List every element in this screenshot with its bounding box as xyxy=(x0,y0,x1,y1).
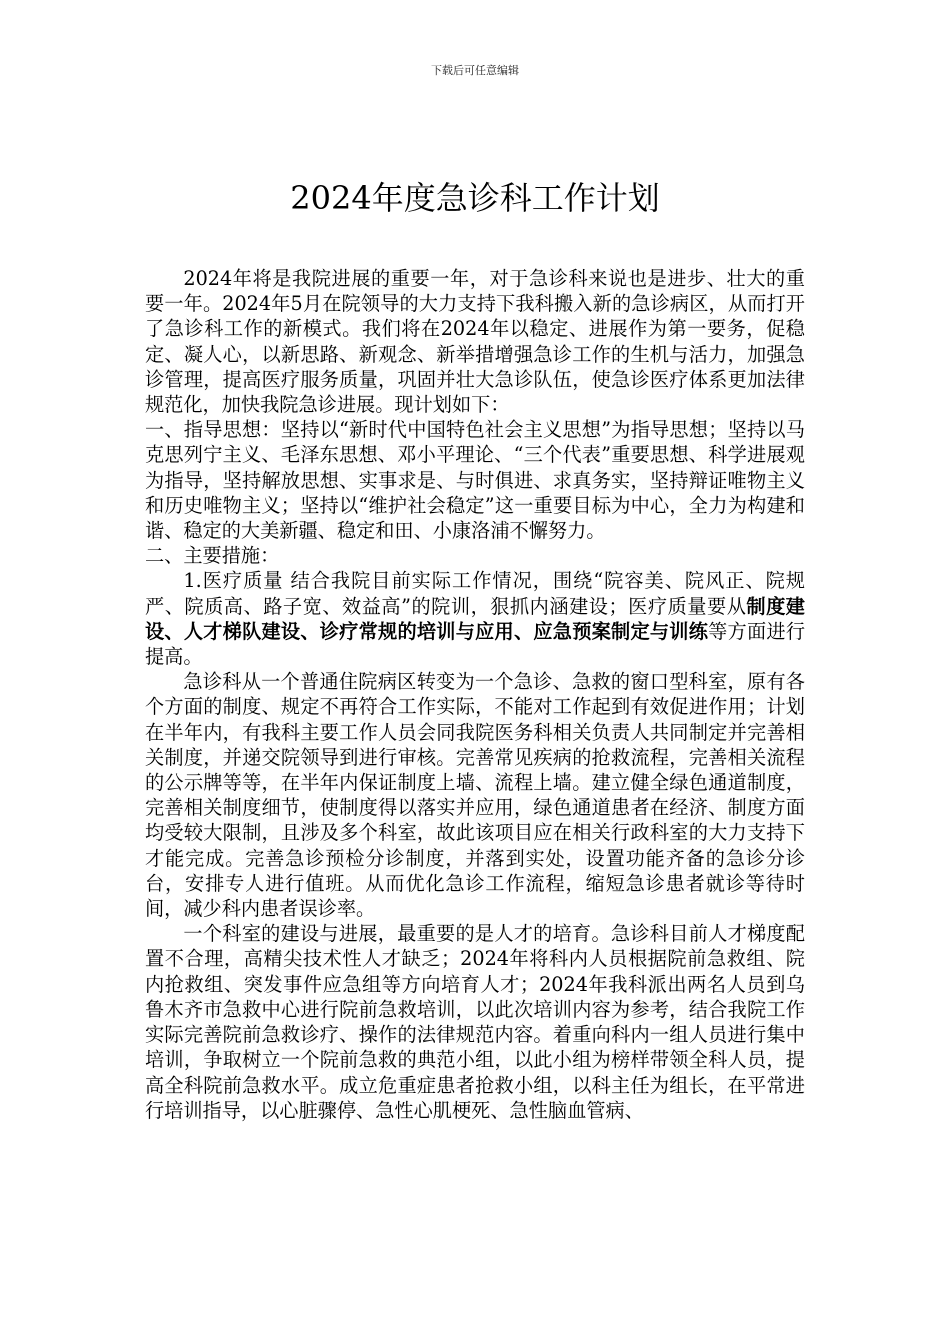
document-body xyxy=(145,266,805,1123)
system-building-paragraph: 急诊科从一个普通住院病区转变为一个急诊、急救的窗口型科室，原有各个方面的制度、规定不再符合工作实际，不能对工作起到有效促进作用；计划在半年内，有我科主要工作人员会同我院医务科相关负责人共同制定并完善相关制度，并递交院领导到进行审核。完善常见疾病的抢救流程，完善相关流程的公示牌等等，在半年内保证制度上墙、流程上墙。建立健全绿色通道制度，完善相关制度细节，使制度得以落实并应用，绿色通道患者在经济、制度方面均受较大限制，且涉及多个科室，故此该项目应在相关行政科室的大力支持下才能完成。完善急诊预检分诊制度，并落到实处，设置功能齐备的急诊分诊台，安排专人进行值班。从而优化急诊工作流程，缩短急诊患者就诊等待时间，减少科内患者误诊率。 xyxy=(145,670,805,921)
main-measures-heading: 二、主要措施： xyxy=(145,544,280,568)
page-header-note: 下载后可任意编辑 xyxy=(431,64,519,77)
guiding-ideology-paragraph: 一、指导思想：坚持以“新时代中国特色社会主义思想”为指导思想；坚持以马克思列宁主义、毛泽东思想、邓小平理论、“三个代表”重要思想、科学进展观为指导，坚持解放思想、实事求是、与时俱进、求真务实，坚持辩证唯物主义和历史唯物主义；坚持以“维护社会稳定”这一重要目标为中心，全力为构建和谐、稳定的大美新疆、稳定和田、小康洛浦不懈努力。 xyxy=(145,418,805,543)
medical-quality-paragraph xyxy=(145,568,805,669)
medical-quality-intro-text: 1.医疗质量 结合我院目前实际工作情况，围绕“院容美、院风正、院规严、院质高、路子宽、效益高”的院训，狠抓内涵建设；医疗质量要从 xyxy=(145,569,805,618)
document-title: 2024年度急诊科工作计划 xyxy=(290,179,660,217)
medical-quality-end-text: 等方面进行提高。 xyxy=(145,619,806,669)
medical-quality-emphasis-text: 制度建设、人才梯队建设、诊疗常规的培训与应用、应急预案制定与训练 xyxy=(145,594,805,643)
talent-training-paragraph: 一个科室的建设与进展，最重要的是人才的培育。急诊科目前人才梯度配置不合理，高精尖技术性人才缺乏；2024年将科内人员根据院前急救组、院内抢救组、突发事件应急组等方向培育人才；2024年我科派出两名人员到乌鲁木齐市急救中心进行院前急救培训，以此次培训内容为参考，结合我院工作实际完善院前急救诊疗、操作的法律规范内容。着重向科内一组人员进行集中培训，争取树立一个院前急救的典范小组，以此小组为榜样带领全科人员，提高全科院前急救水平。成立危重症患者抢救小组，以科主任为组长，在平常进行培训指导，以心脏骤停、急性心肌梗死、急性脑血管病、 xyxy=(145,922,805,1122)
intro-paragraph: 2024年将是我院进展的重要一年，对于急诊科来说也是进步、壮大的重要一年。2024年5月在院领导的大力支持下我科搬入新的急诊病区，从而打开了急诊科工作的新模式。我们将在2024年以稳定、进展作为第一要务，促稳定、凝人心，以新思路、新观念、新举措增强急诊工作的生机与活力，加强急诊管理，提高医疗服务质量，巩固并壮大急诊队伍，使急诊医疗体系更加法律规范化，加快我院急诊进展。现计划如下： xyxy=(145,267,805,417)
